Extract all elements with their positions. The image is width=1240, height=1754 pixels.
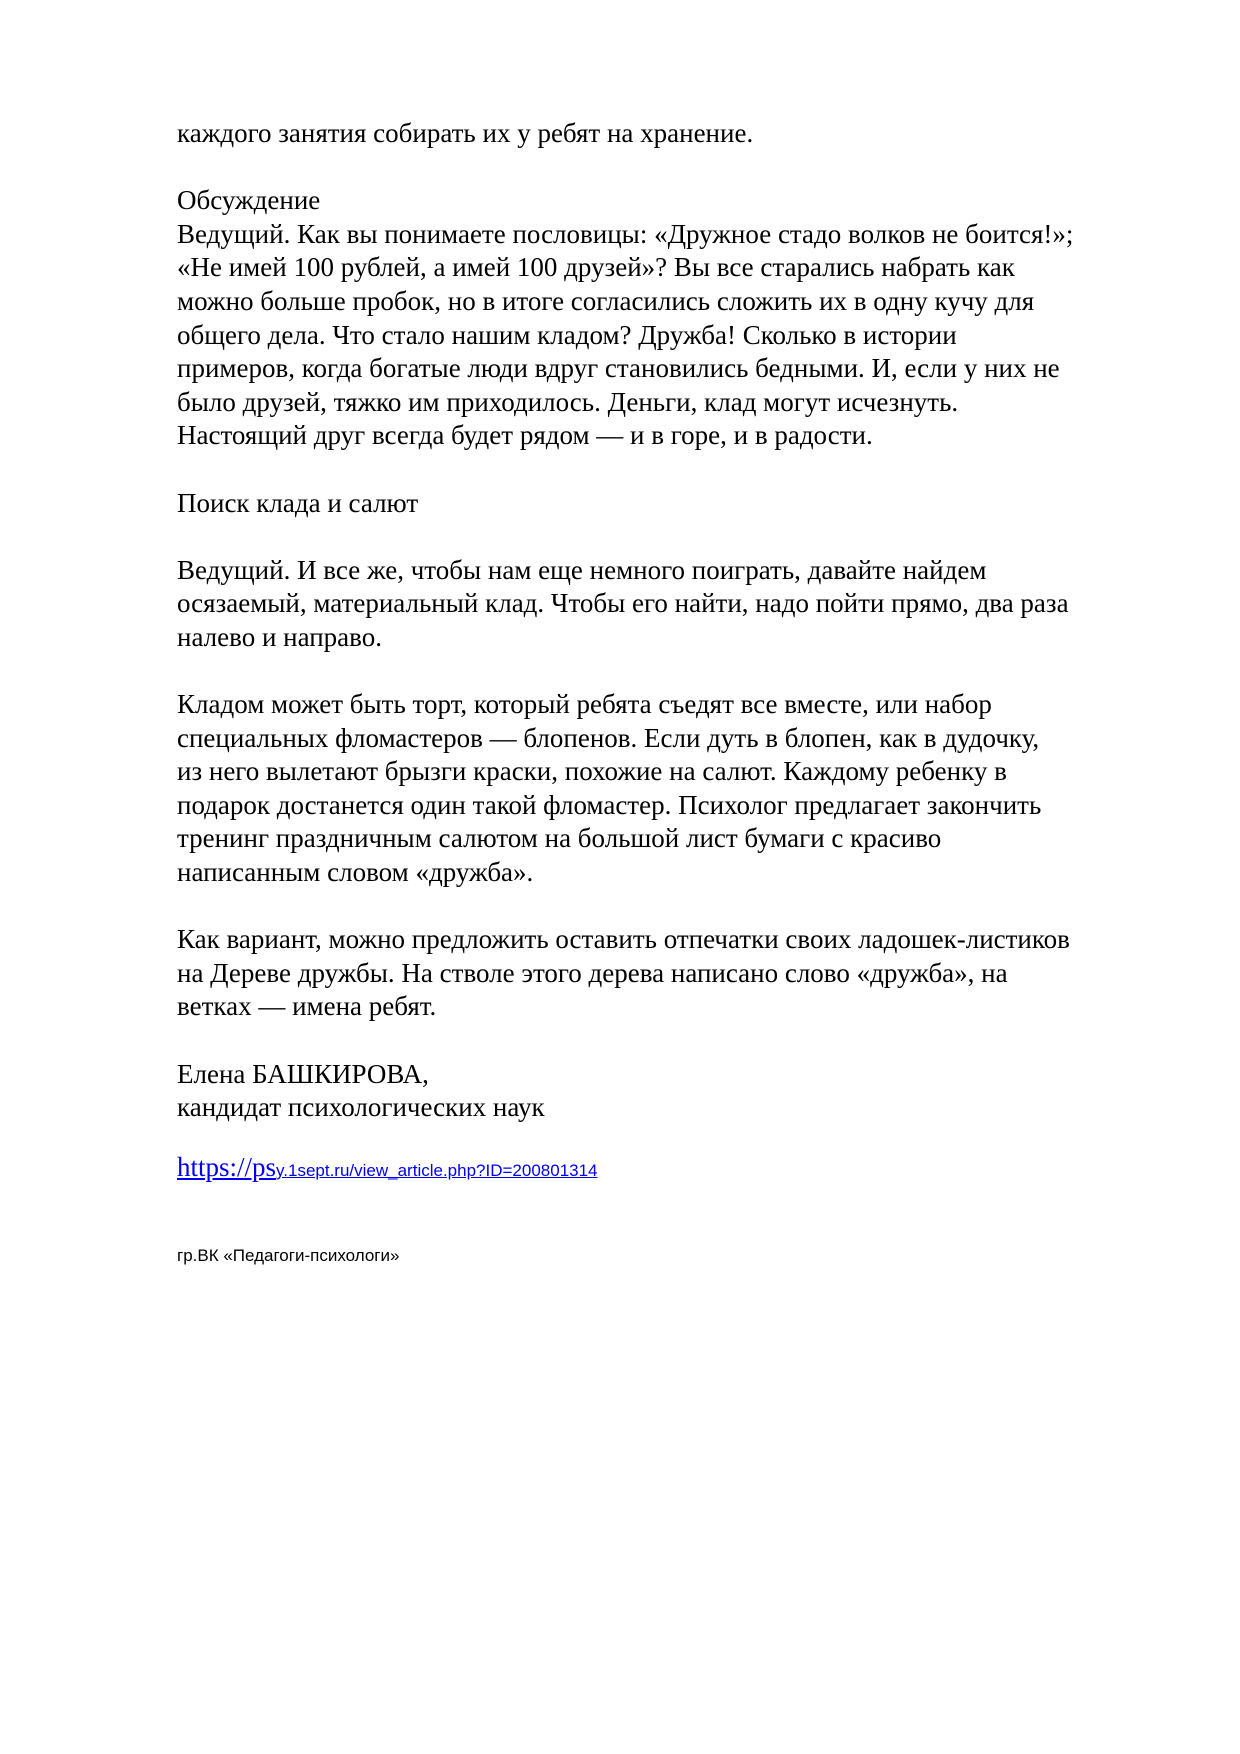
paragraph-gap: [177, 520, 1167, 554]
treasure-heading-paragraph: [177, 487, 1167, 521]
document-body: [177, 117, 1167, 1267]
paragraph-gap: [177, 655, 1167, 689]
treasure-paragraph-1: [177, 554, 1167, 655]
text-line: общего дела. Что стало нашим кладом? Дружба! Сколько в истории: [177, 319, 957, 350]
text-line: тренинг праздничным салютом на большой лист бумаги с красиво: [177, 823, 942, 854]
text-line: специальных фломастеров — блопенов. Если дуть в блопен, как в дудочку,: [177, 722, 1040, 753]
author-title: кандидат психологических наук: [177, 1092, 545, 1123]
paragraph-gap: [177, 453, 1167, 487]
treasure-heading: Поиск клада и салют: [177, 487, 419, 518]
text-line: из него вылетают брызги краски, похожие на салют. Каждому ребенку в: [177, 756, 1007, 787]
author-signature: [177, 1058, 1167, 1125]
paragraph-gap: [177, 890, 1167, 924]
text-line: осязаемый, материальный клад. Чтобы его найти, надо пойти прямо, два раза: [177, 588, 1069, 619]
text-line: Кладом может быть торт, который ребята съедят все вместе, или набор: [177, 689, 992, 720]
text-line: Как вариант, можно предложить оставить отпечатки своих ладошек-листиков: [177, 924, 1070, 955]
text-line: подарок достанется один такой фломастер. Психолог предлагает закончить: [177, 789, 1042, 820]
source-link[interactable]: [177, 1151, 1167, 1188]
paragraph-gap: [177, 1024, 1167, 1058]
treasure-paragraph-3: [177, 923, 1167, 1024]
discussion-section: [177, 184, 1167, 453]
text-line: Ведущий. И все же, чтобы нам еще немного поиграть, давайте найдем: [177, 554, 987, 585]
group-credit: гр.ВК «Педагоги-психологи»: [177, 1246, 400, 1266]
discussion-heading: Обсуждение: [177, 185, 321, 216]
text-line: ветках — имена ребят.: [177, 991, 437, 1022]
text-line: написанным словом «дружба».: [177, 857, 534, 888]
text-line: было друзей, тяжко им приходилось. Деньги, клад могут исчезнуть.: [177, 386, 959, 417]
paragraph-gap: [177, 151, 1167, 185]
text-line: на Дереве дружбы. На стволе этого дерева написано слово «дружба», на: [177, 957, 1008, 988]
intro-tail-line: [177, 117, 1167, 151]
text-line: каждого занятия собирать их у ребят на хранение.: [177, 118, 754, 148]
text-line: Настоящий друг всегда будет рядом — и в горе, и в радости.: [177, 420, 873, 451]
author-name: Елена БАШКИРОВА,: [177, 1058, 429, 1089]
text-line: Ведущий. Как вы понимаете пословицы: «Дружное стадо волков не боится!»;: [177, 218, 1074, 249]
treasure-paragraph-2: [177, 688, 1167, 890]
text-line: примеров, когда богатые люди вдруг становились бедными. И, если у них не: [177, 353, 1060, 384]
text-line: «Не имей 100 рублей, а имей 100 друзей»? Вы все старались набрать как: [177, 252, 1015, 283]
text-line: налево и направо.: [177, 621, 382, 652]
text-line: можно больше пробок, но в итоге согласились сложить их в одну кучу для: [177, 285, 1035, 316]
source-link-part-1[interactable]: https://ps: [177, 1151, 277, 1182]
source-link-part-2[interactable]: y.1sept.ru/view_article.php?ID=200801314: [276, 1160, 598, 1180]
